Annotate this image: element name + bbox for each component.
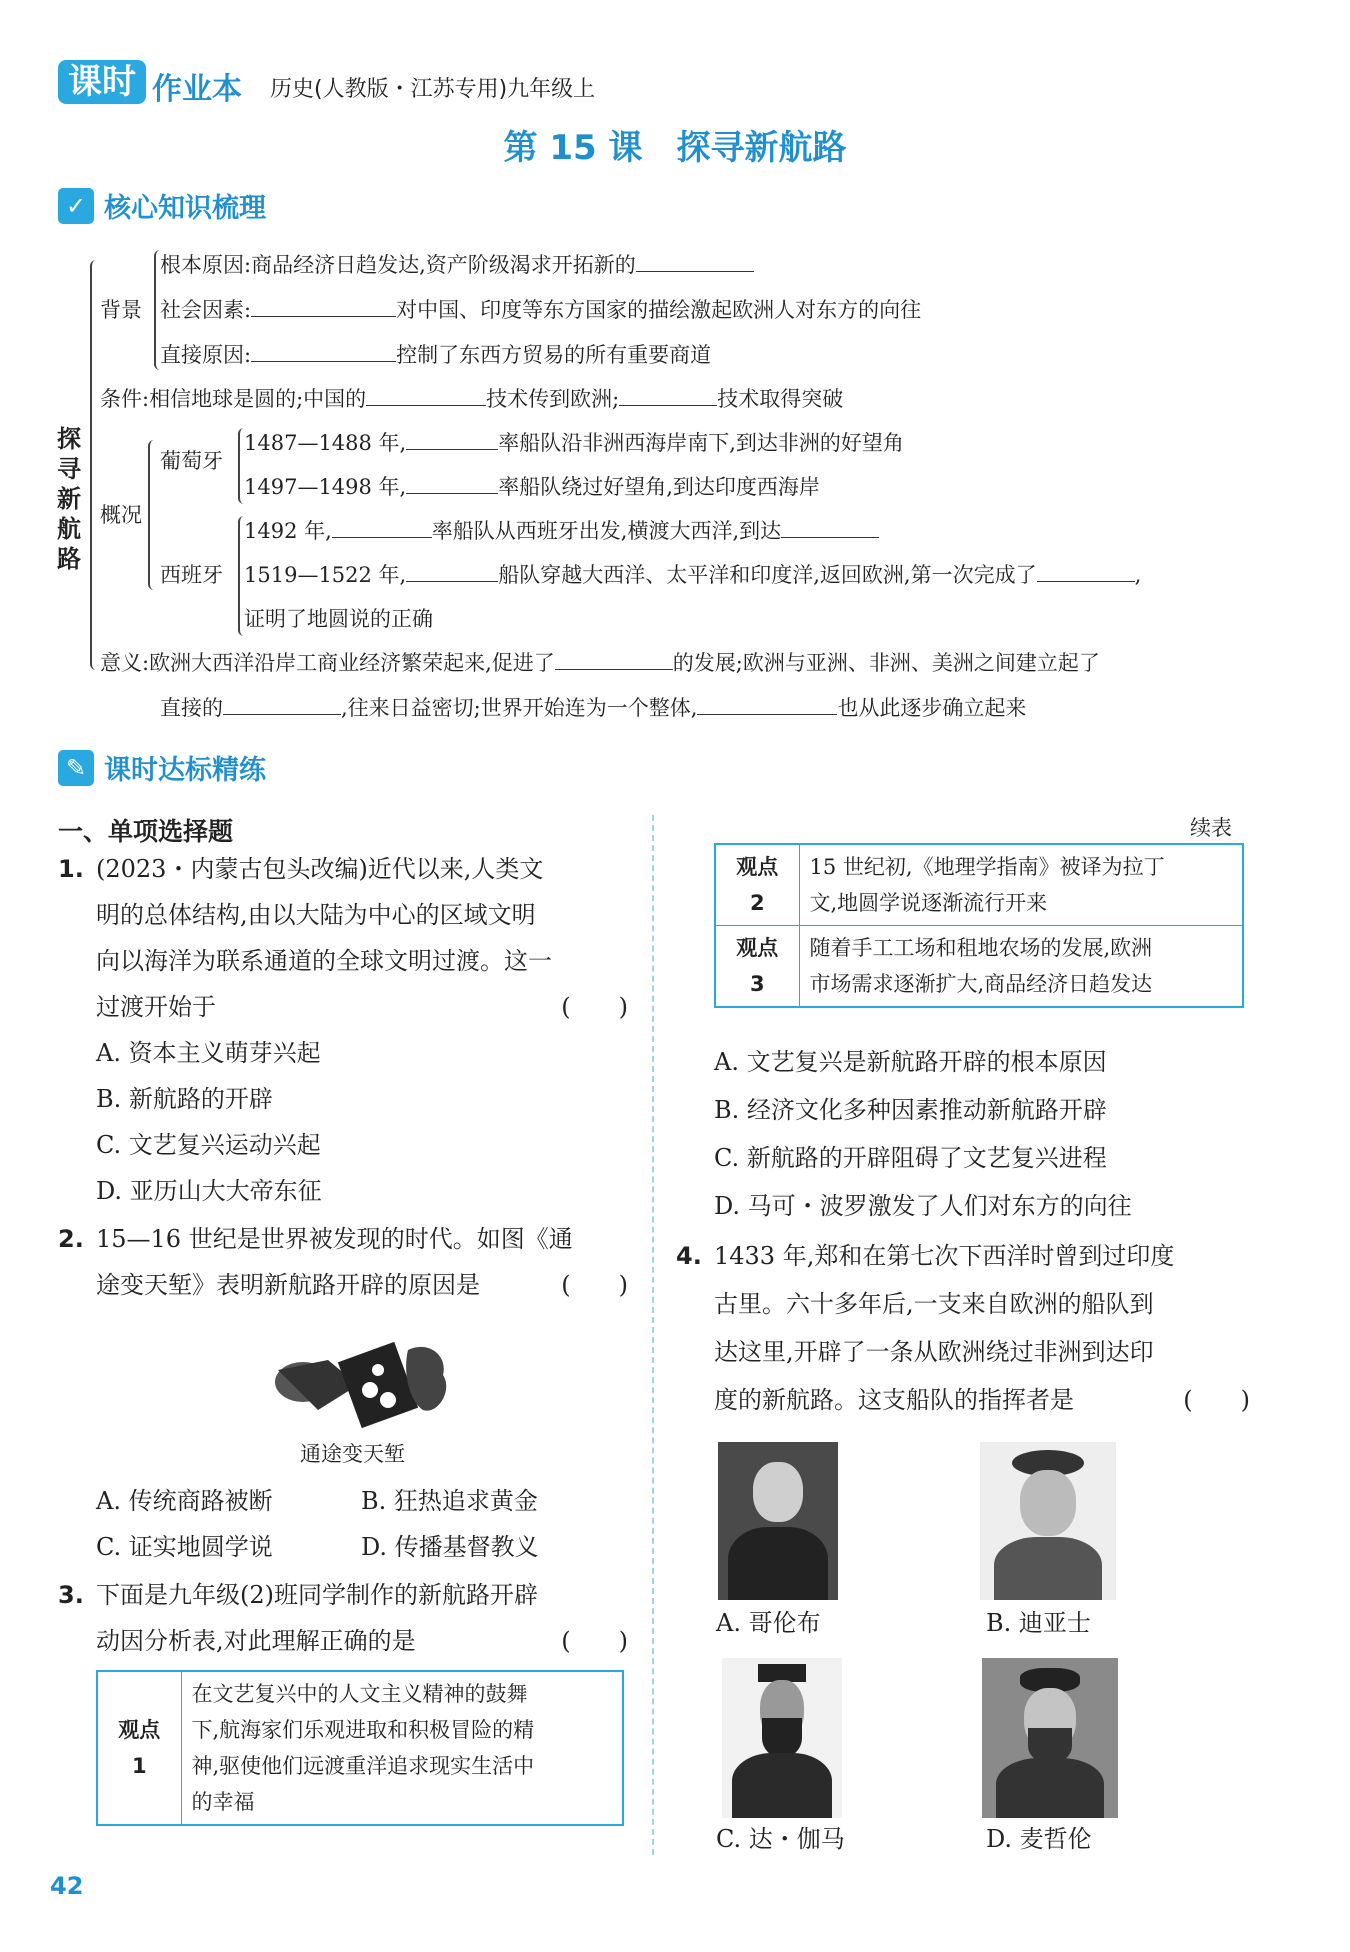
answer-paren[interactable]: ( ) [1183, 1386, 1250, 1414]
option-d[interactable]: D. 马可・波罗激发了人们对东方的向往 [714, 1192, 1132, 1220]
cartoon-illustration [258, 1330, 458, 1430]
portugal-item-2: 1497—1498 年, 率船队绕过好望角,到达印度西海岸 [244, 472, 820, 502]
question-line: (2023・内蒙古包头改编)近代以来,人类文 [96, 855, 544, 883]
answer-blank[interactable] [251, 340, 396, 362]
question-line: 向以海洋为联系通道的全球文明过渡。这一 [96, 947, 552, 975]
brand-name: 作业本 [152, 72, 242, 107]
answer-paren[interactable]: ( ) [561, 993, 628, 1021]
bg-item-3: 直接原因: 控制了东西方贸易的所有重要商道 [160, 340, 711, 370]
conditions: 条件:相信地球是圆的;中国的 技术传到欧洲; 技术取得突破 [100, 384, 843, 414]
question-line: 明的总体结构,由以大陆为中心的区域文明 [96, 901, 536, 929]
question-line: 度的新航路。这支船队的指挥者是 [714, 1386, 1074, 1414]
option-d[interactable]: D. 传播基督教义 [361, 1533, 539, 1561]
answer-blank[interactable] [781, 516, 879, 538]
question-number: 4. [676, 1242, 702, 1270]
q3-options [714, 1038, 1132, 1230]
significance-2: 直接的 ,往来日益密切;世界开始连为一个整体, 也从此逐步确立起来 [160, 693, 1026, 723]
root-brace [90, 260, 98, 670]
table-continued-label: 续表 [1190, 816, 1232, 840]
spain-item-3: 证明了地圆说的正确 [244, 607, 433, 631]
check-icon: ✓ [58, 188, 94, 224]
question-line: 达这里,开辟了一条从欧洲绕过非洲到达印 [714, 1338, 1154, 1366]
option-b[interactable]: B. 经济文化多种因素推动新航路开辟 [714, 1096, 1107, 1124]
option-c[interactable]: C. 文艺复兴运动兴起 [96, 1131, 321, 1159]
answer-blank[interactable] [636, 250, 754, 272]
answer-blank[interactable] [1037, 560, 1135, 582]
question-line: 1433 年,郑和在第七次下西洋时曾到过印度 [714, 1242, 1175, 1270]
question-line: 15—16 世纪是世界被发现的时代。如图《通 [96, 1225, 573, 1253]
portrait-columbus [718, 1442, 838, 1600]
question-3 [58, 1572, 628, 1664]
portugal-label: 葡萄牙 [160, 449, 223, 473]
q2-options [96, 1478, 626, 1570]
viewpoint-label: 观点 3 [715, 926, 799, 1008]
viewpoint-table-2 [714, 843, 1244, 1008]
option-a[interactable]: A. 文艺复兴是新航路开辟的根本原因 [714, 1048, 1107, 1076]
bg-item-2: 社会因素: 对中国、印度等东方国家的描绘激起欧洲人对东方的向往 [160, 295, 921, 325]
question-number: 3. [58, 1581, 84, 1609]
answer-paren[interactable]: ( ) [561, 1271, 628, 1299]
answer-blank[interactable] [406, 472, 498, 494]
question-4 [676, 1232, 1250, 1424]
answer-blank[interactable] [406, 428, 498, 450]
answer-blank[interactable] [223, 693, 341, 715]
section-header-practice [58, 748, 266, 787]
option-b[interactable]: B. 新航路的开辟 [96, 1085, 273, 1113]
significance-1: 意义:欧洲大西洋沿岸工商业经济繁荣起来,促进了 的发展;欧洲与亚洲、非洲、美洲之间建立起了 [100, 648, 1100, 678]
portugal-item-1: 1487—1488 年, 率船队沿非洲西海岸南下,到达非洲的好望角 [244, 428, 904, 458]
viewpoint-label: 观点 1 [97, 1671, 181, 1825]
column-divider [652, 815, 654, 1855]
overview-brace [148, 440, 156, 590]
option-d[interactable]: D. 亚历山大大帝东征 [96, 1177, 322, 1205]
portrait-dias [980, 1442, 1116, 1600]
option-c[interactable]: C. 达・伽马 [716, 1825, 845, 1853]
viewpoint-text: 在文艺复兴中的人文主义精神的鼓舞 下,航海家们乐观进取和积极冒险的精 神,驱使他们远渡重洋追求现实生活中 的幸福 [181, 1671, 623, 1825]
answer-blank[interactable] [251, 295, 396, 317]
section-title: 课时达标精练 [104, 755, 266, 786]
question-line: 下面是九年级(2)班同学制作的新航路开辟 [96, 1581, 538, 1609]
option-b[interactable]: B. 迪亚士 [986, 1609, 1091, 1637]
question-1 [58, 846, 628, 1214]
part-title: 一、单项选择题 [58, 817, 234, 846]
question-line: 过渡开始于 [96, 993, 216, 1021]
answer-blank[interactable] [697, 693, 837, 715]
answer-blank[interactable] [332, 516, 432, 538]
mindmap [0, 0, 1350, 740]
option-c[interactable]: C. 新航路的开辟阻碍了文艺复兴进程 [714, 1144, 1107, 1172]
viewpoint-text: 随着手工工场和租地农场的发展,欧洲 市场需求逐渐扩大,商品经济日趋发达 [799, 926, 1243, 1008]
question-number: 2. [58, 1225, 84, 1253]
bg-label: 背景 [100, 298, 142, 322]
spain-label: 西班牙 [160, 563, 223, 587]
figure-caption: 通途变天堑 [300, 1442, 405, 1466]
option-d[interactable]: D. 麦哲伦 [986, 1825, 1092, 1853]
subject-title: 历史(人教版・江苏专用)九年级上 [270, 77, 596, 102]
answer-paren[interactable]: ( ) [561, 1627, 628, 1655]
viewpoint-text: 15 世纪初,《地理学指南》被译为拉丁 文,地圆学说逐渐流行开来 [799, 844, 1243, 926]
question-2 [58, 1216, 628, 1308]
viewpoint-table-1 [96, 1670, 624, 1826]
question-number: 1. [58, 855, 84, 883]
question-line: 动因分析表,对此理解正确的是 [96, 1627, 416, 1655]
bg-item-1: 根本原因:商品经济日趋发达,资产阶级渴求开拓新的 [160, 250, 754, 280]
portrait-da-gama [722, 1658, 842, 1818]
section-title: 核心知识梳理 [104, 193, 266, 224]
mindmap-root: 探寻新航路 [57, 425, 81, 573]
viewpoint-label: 观点 2 [715, 844, 799, 926]
option-a[interactable]: A. 哥伦布 [716, 1609, 821, 1637]
lesson-title: 第 15 课 探寻新航路 [503, 128, 847, 168]
spain-item-2: 1519—1522 年, 船队穿越大西洋、太平洋和印度洋,返回欧洲,第一次完成了 , [244, 560, 1141, 590]
question-line: 途变天堑》表明新航路开辟的原因是 [96, 1271, 480, 1299]
option-c[interactable]: C. 证实地圆学说 [96, 1533, 273, 1561]
answer-blank[interactable] [619, 384, 717, 406]
brand-logo: 课时 [58, 60, 146, 104]
portrait-magellan [982, 1658, 1118, 1818]
question-line: 古里。六十多年后,一支来自欧洲的船队到 [714, 1290, 1154, 1318]
overview-label: 概况 [100, 503, 142, 527]
option-a[interactable]: A. 传统商路被断 [96, 1487, 273, 1515]
answer-blank[interactable] [366, 384, 486, 406]
option-b[interactable]: B. 狂热追求黄金 [361, 1487, 538, 1515]
page-number: 42 [50, 1872, 84, 1900]
pencil-icon: ✎ [58, 750, 94, 786]
spain-item-1: 1492 年, 率船队从西班牙出发,横渡大西洋,到达 [244, 516, 879, 546]
option-a[interactable]: A. 资本主义萌芽兴起 [96, 1039, 321, 1067]
answer-blank[interactable] [406, 560, 498, 582]
answer-blank[interactable] [555, 648, 673, 670]
